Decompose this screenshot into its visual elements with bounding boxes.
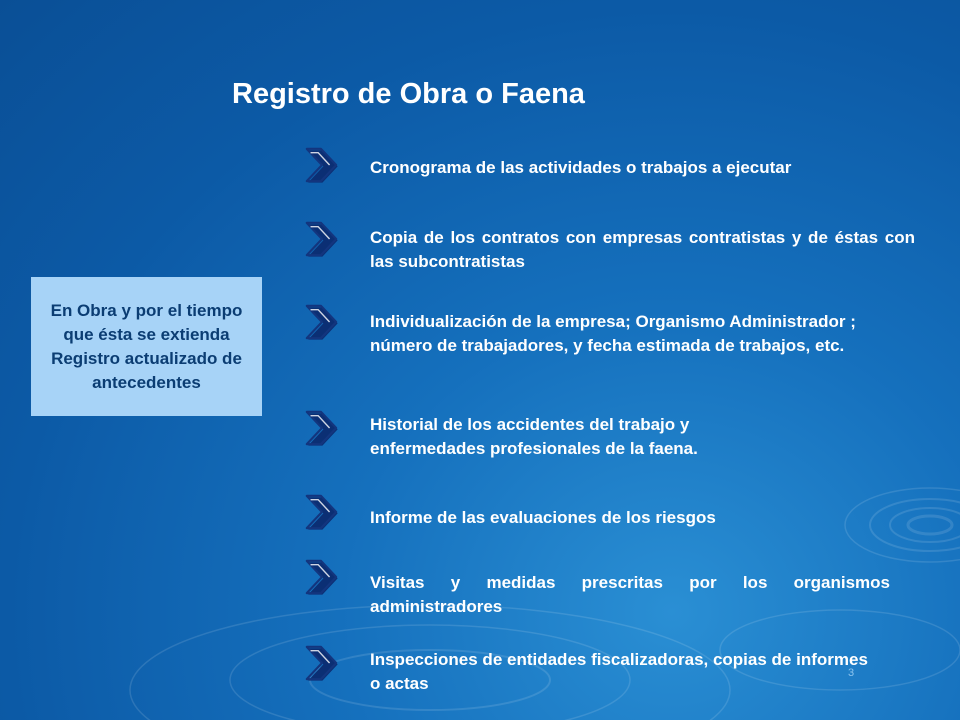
list-item: Copia de los contratos con empresas contratistas y de éstas con las subcontratistas xyxy=(370,228,915,271)
chevron-right-icon xyxy=(302,493,340,531)
chevron-right-icon xyxy=(302,409,340,447)
list-item: Visitas y medidas prescritas por los organismos administradores xyxy=(370,573,890,616)
chevron-right-icon xyxy=(302,146,340,184)
chevron-right-icon xyxy=(302,220,340,258)
chevron-right-icon xyxy=(302,303,340,341)
list-item: Inspecciones de entidades fiscalizadoras, copias de informes o actas xyxy=(370,650,868,693)
scope-note-text: En Obra y por el tiempo que ésta se extienda Registro actualizado de antecedentes xyxy=(50,300,243,392)
slide-number: 3 xyxy=(848,667,855,679)
list-item: Cronograma de las actividades o trabajos a ejecutar xyxy=(370,158,792,177)
slide-title: Registro de Obra o Faena xyxy=(232,78,585,110)
chevron-right-icon xyxy=(302,558,340,596)
chevron-right-icon xyxy=(302,644,340,682)
list-item: Individualización de la empresa; Organismo Administrador ; número de trabajadores, y fecha estimada de trabajos, etc. xyxy=(370,312,856,355)
list-item: Historial de los accidentes del trabajo y enfermedades profesionales de la faena. xyxy=(370,415,698,458)
list-item: Informe de las evaluaciones de los riesgos xyxy=(370,508,716,527)
scope-note-box xyxy=(31,277,262,416)
